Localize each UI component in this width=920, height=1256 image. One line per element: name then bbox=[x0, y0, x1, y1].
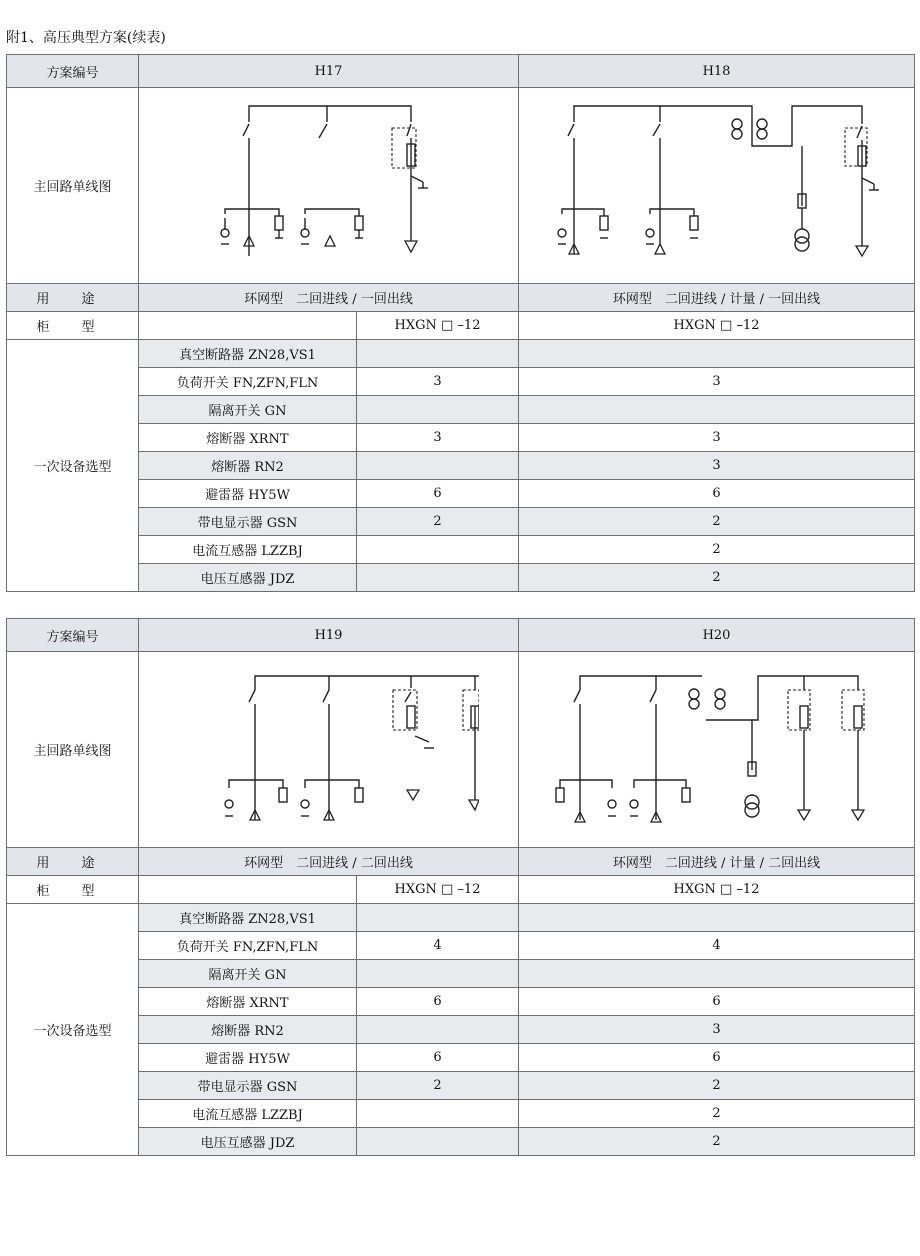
single-line-diagram bbox=[139, 652, 519, 848]
equipment-qty: 6 bbox=[519, 988, 915, 1016]
usage-label: 用 途 bbox=[7, 848, 139, 876]
equipment-qty bbox=[357, 904, 519, 932]
diagram-label: 主回路单线图 bbox=[7, 88, 139, 284]
usage-value: 环网型 二回进线 / 计量 / 二回出线 bbox=[519, 848, 915, 876]
equipment-name: 隔离开关 GN bbox=[139, 960, 357, 988]
equipment-name: 熔断器 XRNT bbox=[139, 988, 357, 1016]
h20-diagram bbox=[552, 660, 882, 840]
equipment-name: 电压互感器 JDZ bbox=[139, 564, 357, 592]
usage-value: 环网型 二回进线 / 计量 / 一回出线 bbox=[519, 284, 915, 312]
equipment-qty: 2 bbox=[519, 1100, 915, 1128]
usage-label: 用 途 bbox=[7, 284, 139, 312]
equipment-qty bbox=[357, 960, 519, 988]
equipment-qty bbox=[357, 536, 519, 564]
cabinet-empty bbox=[139, 876, 357, 904]
scheme-code: H17 bbox=[139, 55, 519, 88]
scheme-code: H18 bbox=[519, 55, 915, 88]
equipment-name: 负荷开关 FN,ZFN,FLN bbox=[139, 368, 357, 396]
usage-value: 环网型 二回进线 / 二回出线 bbox=[139, 848, 519, 876]
equipment-qty: 4 bbox=[519, 932, 915, 960]
cabinet-value: HXGN □ –12 bbox=[357, 876, 519, 904]
equipment-qty bbox=[519, 340, 915, 368]
equipment-name: 负荷开关 FN,ZFN,FLN bbox=[139, 932, 357, 960]
h19-diagram bbox=[179, 660, 479, 840]
equipment-qty: 3 bbox=[357, 424, 519, 452]
cabinet-label: 柜 型 bbox=[7, 876, 139, 904]
page-title: 附1、高压典型方案(续表) bbox=[6, 30, 166, 46]
cabinet-value: HXGN □ –12 bbox=[519, 876, 915, 904]
equipment-qty: 6 bbox=[357, 480, 519, 508]
equipment-name: 熔断器 XRNT bbox=[139, 424, 357, 452]
equipment-qty: 4 bbox=[357, 932, 519, 960]
scheme-label: 方案编号 bbox=[7, 619, 139, 652]
equipment-qty: 2 bbox=[519, 564, 915, 592]
single-line-diagram bbox=[139, 88, 519, 284]
equipment-qty bbox=[357, 1016, 519, 1044]
equipment-qty: 2 bbox=[519, 1072, 915, 1100]
equipment-name: 隔离开关 GN bbox=[139, 396, 357, 424]
equipment-qty: 3 bbox=[357, 368, 519, 396]
equipment-qty: 2 bbox=[519, 536, 915, 564]
cabinet-value: HXGN □ –12 bbox=[519, 312, 915, 340]
equipment-qty: 2 bbox=[357, 508, 519, 536]
equipment-qty: 6 bbox=[357, 988, 519, 1016]
equipment-label: 一次设备选型 bbox=[7, 340, 139, 592]
equipment-qty bbox=[519, 904, 915, 932]
scheme-table-1 bbox=[6, 54, 915, 592]
cabinet-label: 柜 型 bbox=[7, 312, 139, 340]
equipment-name: 熔断器 RN2 bbox=[139, 1016, 357, 1044]
equipment-qty bbox=[357, 396, 519, 424]
equipment-qty bbox=[357, 340, 519, 368]
equipment-name: 真空断路器 ZN28,VS1 bbox=[139, 904, 357, 932]
scheme-label: 方案编号 bbox=[7, 55, 139, 88]
equipment-name: 电流互感器 LZZBJ bbox=[139, 1100, 357, 1128]
usage-value: 环网型 二回进线 / 一回出线 bbox=[139, 284, 519, 312]
single-line-diagram bbox=[519, 652, 915, 848]
scheme-code: H19 bbox=[139, 619, 519, 652]
cabinet-empty bbox=[139, 312, 357, 340]
equipment-qty: 2 bbox=[519, 508, 915, 536]
equipment-qty: 3 bbox=[519, 368, 915, 396]
equipment-name: 电流互感器 LZZBJ bbox=[139, 536, 357, 564]
equipment-qty: 3 bbox=[519, 424, 915, 452]
equipment-qty: 6 bbox=[519, 480, 915, 508]
equipment-qty: 6 bbox=[357, 1044, 519, 1072]
equipment-qty bbox=[519, 960, 915, 988]
equipment-qty: 6 bbox=[519, 1044, 915, 1072]
equipment-name: 真空断路器 ZN28,VS1 bbox=[139, 340, 357, 368]
equipment-qty bbox=[357, 564, 519, 592]
equipment-name: 避雷器 HY5W bbox=[139, 1044, 357, 1072]
single-line-diagram bbox=[519, 88, 915, 284]
equipment-qty: 3 bbox=[519, 452, 915, 480]
equipment-qty bbox=[357, 1128, 519, 1156]
cabinet-value: HXGN □ –12 bbox=[357, 312, 519, 340]
equipment-name: 带电显示器 GSN bbox=[139, 508, 357, 536]
scheme-code: H20 bbox=[519, 619, 915, 652]
diagram-label: 主回路单线图 bbox=[7, 652, 139, 848]
equipment-qty: 2 bbox=[519, 1128, 915, 1156]
equipment-qty bbox=[357, 452, 519, 480]
h17-diagram bbox=[209, 96, 449, 276]
equipment-name: 电压互感器 JDZ bbox=[139, 1128, 357, 1156]
equipment-qty: 2 bbox=[357, 1072, 519, 1100]
equipment-qty bbox=[519, 396, 915, 424]
equipment-label: 一次设备选型 bbox=[7, 904, 139, 1156]
equipment-name: 带电显示器 GSN bbox=[139, 1072, 357, 1100]
h18-diagram bbox=[552, 96, 882, 276]
scheme-table-2 bbox=[6, 618, 915, 1156]
equipment-name: 避雷器 HY5W bbox=[139, 480, 357, 508]
equipment-qty bbox=[357, 1100, 519, 1128]
equipment-name: 熔断器 RN2 bbox=[139, 452, 357, 480]
equipment-qty: 3 bbox=[519, 1016, 915, 1044]
